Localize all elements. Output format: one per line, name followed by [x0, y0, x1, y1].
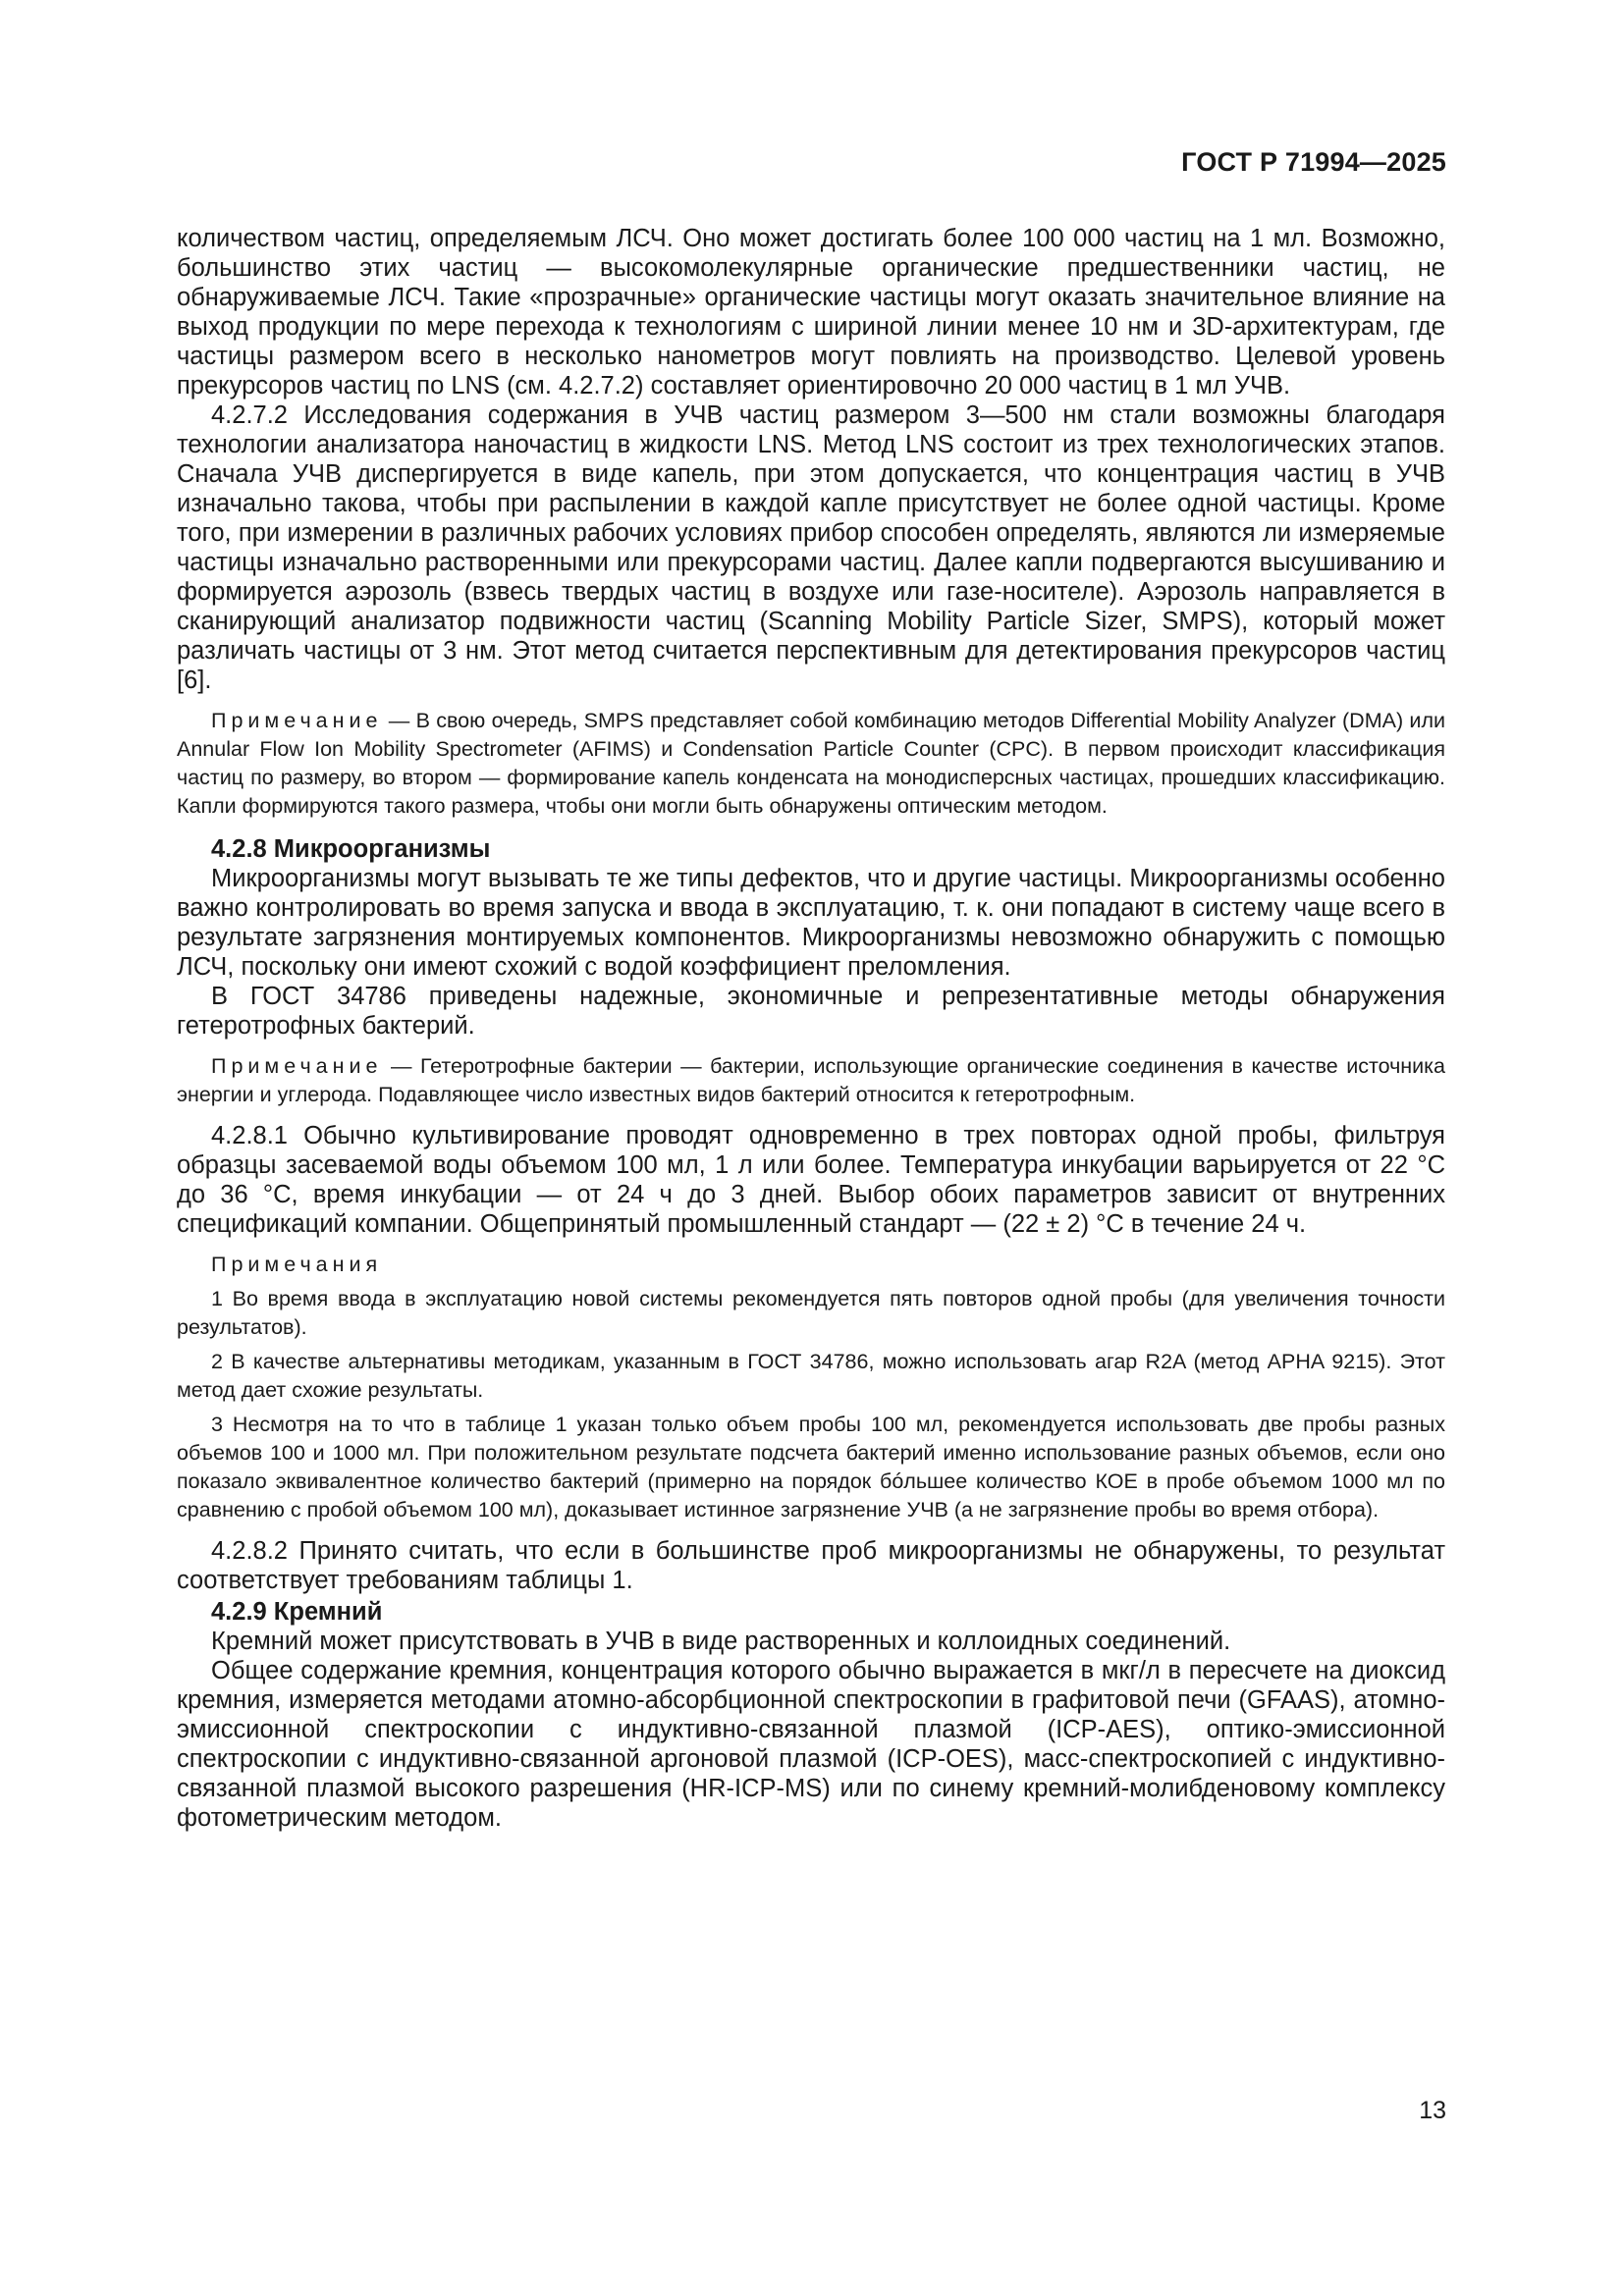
paragraph-microorganisms: Микроорганизмы могут вызывать те же типы дефектов, что и другие частицы. Микроорганизмы особенно важно контролировать во время запуска и ввода в эксплуатацию, т. к. они попадают в систему чаще всего в результате загрязнения монтируемых компонентов. Микроорганизмы невозможно обнаружить с помощью ЛСЧ, поскольку они имеют схожий с водой коэффициент преломления.	[177, 865, 1445, 981]
paragraph-4-2-7-2: 4.2.7.2 Исследования содержания в УЧВ частиц размером 3—500 нм стали возможны благодаря технологии анализатора наночастиц в жидкости LNS. Метод LNS состоит из трех технологических этапов. Сначала УЧВ диспергируется в виде капель, при этом допускается, что концентрация частиц в УЧВ изначально такова, чтобы при распылении в каждой капле присутствует не более одной частицы. Кроме того, при измерении в различных рабочих условиях прибор способен определять, являются ли измеряемые частицы изначально растворенными или прекурсорами частиц. Далее капли подвергаются высушиванию и формируется аэрозоль (взвесь твердых частиц в воздухе или газе-носителе). Аэрозоль направляется в сканирующий анализатор подвижности частиц (Scanning Mobility Particle Sizer, SMPS), который может различать частицы от 3 нм. Этот метод считается перспективным для детектирования прекурсоров частиц [6].	[177, 401, 1445, 694]
paragraph-4-2-8-1: 4.2.8.1 Обычно культивирование проводят одновременно в трех повторах одной пробы, фильтруя образцы засеваемой воды объемом 100 мл, 1 л или более. Температура инкубации варьируется от 22 °С до 36 °С, время инкубации — от 24 ч до 3 дней. Выбор обоих параметров зависит от внутренних спецификаций компании. Общепринятый промышленный стандарт — (22 ± 2) °С в течение 24 ч.	[177, 1122, 1445, 1238]
note-label: Примечание	[211, 709, 383, 732]
notes-label-text: Примечания	[211, 1253, 383, 1276]
note-item-2: 2 В качестве альтернативы методикам, указанным в ГОСТ 34786, можно использовать агар R2A (метод APHA 9215). Этот метод дает схожие результаты.	[177, 1350, 1445, 1402]
section-heading-4-2-8: 4.2.8 Микроорганизмы	[211, 835, 491, 863]
section-heading-4-2-9: 4.2.9 Кремний	[211, 1598, 383, 1626]
note-text: — В свою очередь, SMPS представляет собой комбинацию методов Differential Mobility Analyzer (DMA) или Annular Flow Ion Mobility Spectrometer (AFIMS) и Condensation Particle Counter (CPC). В первом происходит классификация частиц по размеру, во втором — формирование капель конденсата на монодисперсных частицах, прошедших классификацию. Капли формируются такого размера, чтобы они могли быть обнаружены оптическим методом.	[177, 709, 1445, 818]
paragraph-silicon-methods: Общее содержание кремния, концентрация которого обычно выражается в мкг/л в пересчете на диоксид кремния, измеряется методами атомно-абсорбционной спектроскопии в графитовой печи (GFAAS), атомно-эмиссионной спектроскопии с индуктивно-связанной плазмой (ICP-AES), оптико-эмиссионной спектроскопии с индуктивно-связанной аргоновой плазмой (ICP-OES), масс-спектроскопией с индуктивно-связанной плазмой высокого разрешения (HR-ICP-MS) или по синему кремний-молибденовому комплексу фотометрическим методом.	[177, 1657, 1445, 1832]
document-header-id: ГОСТ Р 71994—2025	[1181, 147, 1446, 177]
page-body	[177, 224, 1445, 1833]
note-item-3: 3 Несмотря на то что в таблице 1 указан только объем пробы 100 мл, рекомендуется использовать две пробы разных объемов 100 и 1000 мл. При положительном результате подсчета бактерий именно использование разных объемов, если оно показало эквивалентное количество бактерий (примерно на порядок бóльшее количество КОЕ в пробе объемом 1000 мл по сравнению с пробой объемом 100 мл), доказывает истинное загрязнение УЧВ (а не загрязнение пробы во время отбора).	[177, 1413, 1445, 1522]
notes-label	[177, 1251, 1445, 1279]
note-smps	[177, 707, 1445, 821]
note-item-1: 1 Во время ввода в эксплуатацию новой системы рекомендуется пять повторов одной пробы (для увеличения точности результатов).	[177, 1287, 1445, 1339]
paragraph-continuation: количеством частиц, определяемым ЛСЧ. Оно может достигать более 100 000 частиц на 1 мл. Возможно, большинство этих частиц — высокомолекулярные органические предшественники частиц, не обнаруживаемые ЛСЧ. Такие «прозрачные» органические частицы могут оказать значительное влияние на выход продукции по мере перехода к технологиям с шириной линии менее 10 нм и 3D-архитектурам, где частицы размером всего в несколько нанометров могут повлиять на производство. Целевой уровень прекурсоров частиц по LNS (см. 4.2.7.2) составляет ориентировочно 20 000 частиц в 1 мл УЧВ.	[177, 225, 1445, 400]
paragraph-silicon-forms: Кремний может присутствовать в УЧВ в виде растворенных и коллоидных соединений.	[211, 1628, 1231, 1655]
note-heterotrophic	[177, 1052, 1445, 1109]
paragraph-gost-34786: В ГОСТ 34786 приведены надежные, экономичные и репрезентативные методы обнаружения гетеротрофных бактерий.	[177, 983, 1445, 1040]
note-label: Примечание	[211, 1054, 383, 1078]
page-number: 13	[1419, 2097, 1446, 2124]
paragraph-4-2-8-2: 4.2.8.2 Принято считать, что если в большинстве проб микроорганизмы не обнаружены, то результат соответствует требованиям таблицы 1.	[177, 1537, 1445, 1594]
note-text: — Гетеротрофные бактерии — бактерии, использующие органические соединения в качестве источника энергии и углерода. Подавляющее число известных видов бактерий относится к гетеротрофным.	[177, 1054, 1445, 1106]
